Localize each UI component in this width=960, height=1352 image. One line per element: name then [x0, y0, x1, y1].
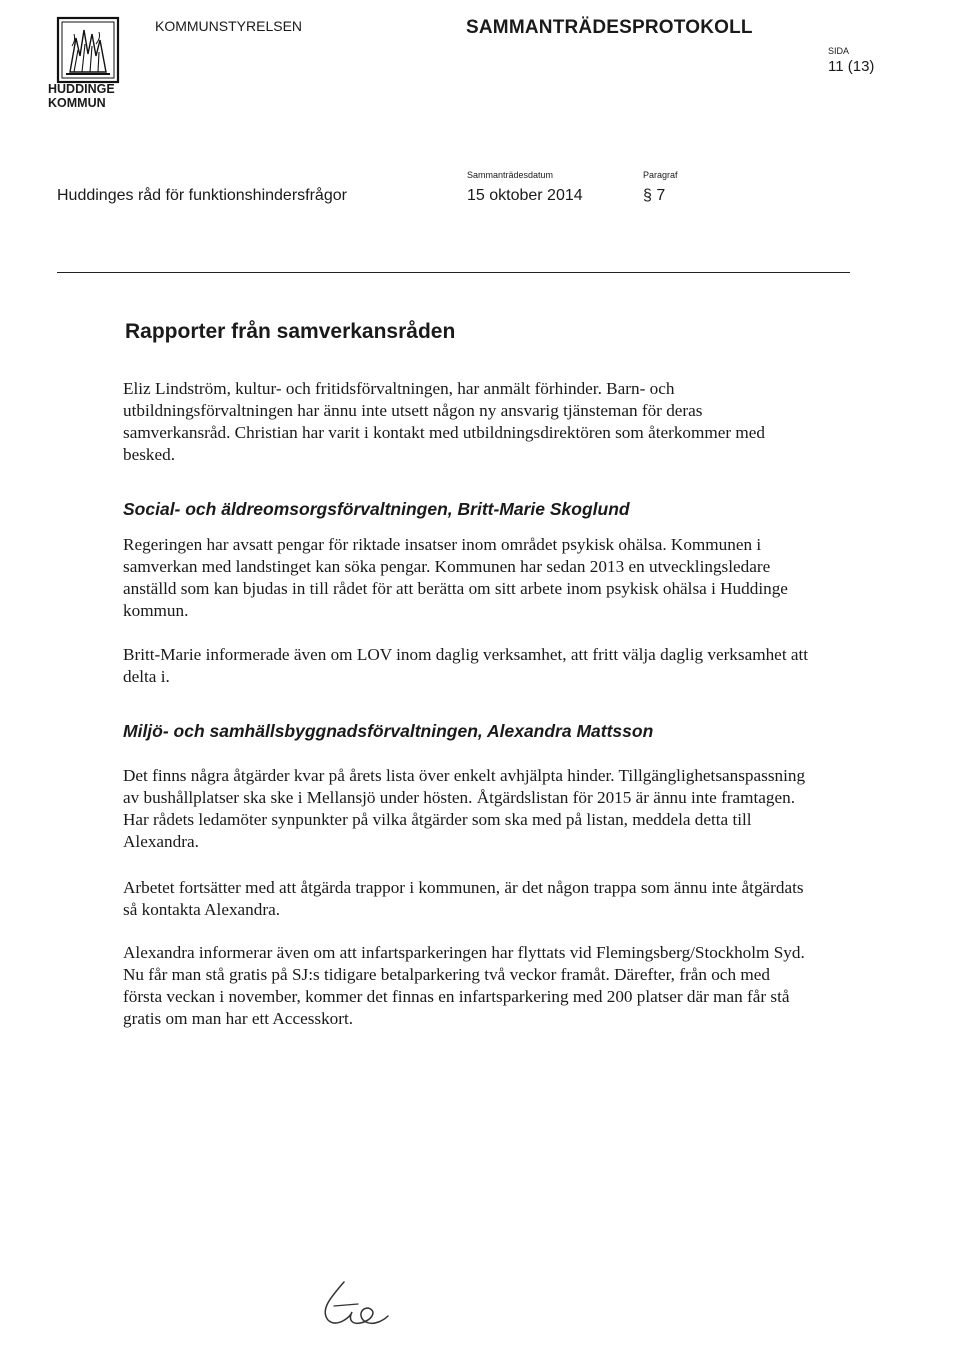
intro-paragraph: Eliz Lindström, kultur- och fritidsförvaltningen, har anmält förhinder. Barn- och utbildningsförvaltningen har ännu inte utsett någon ny ansvarig tjänsteman för deras samverkansråd. Christian har varit i kontakt med utbildningsdirektören som återkommer med besked. — [123, 379, 765, 464]
logo-text-line1: HUDDINGE — [48, 82, 115, 96]
header-divider — [57, 272, 850, 273]
section-paragraph: Arbetet fortsätter med att åtgärda trappor i kommunen, är det någon trappa som ännu inte åtgärdats så kontakta Alexandra. — [123, 878, 804, 919]
section-paragraph: Britt-Marie informerade även om LOV inom daglig verksamhet, att fritt välja daglig verksamhet att delta i. — [123, 645, 809, 686]
section-paragraph: Regeringen har avsatt pengar för riktade insatser inom området psykisk ohälsa. Kommunen i samverkan med landstinget kan söka pengar. Kommunen har sedan 2013 en utvecklingsledare anställd som kan bjudas in till rådet för att berätta om sitt arbete inom psykisk ohälsa i Huddinge kommun. — [123, 535, 788, 620]
paragraph-label: Paragraf — [643, 170, 678, 180]
section-heading-social: Social- och äldreomsorgsförvaltningen, Britt-Marie Skoglund — [123, 499, 630, 519]
section-paragraph: Det finns några åtgärder kvar på årets lista över enkelt avhjälpta hinder. Tillgänglighetsanspassning av bushållplatser ska ske i Mellansjö under hösten. Åtgärdslistan för 2015 är ännu inte framtagen. Har rådets ledamöter synpunkter på vilka åtgärder som ska med på listan, meddela detta till Alexandra. — [123, 766, 806, 851]
page-number: 11 (13) — [828, 58, 875, 75]
section-paragraph: Alexandra informerar även om att infartsparkeringen har flyttats vid Flemingsberg/Stockholm Syd. Nu får man stå gratis på SJ:s tidigare betalparkering två veckor framåt. Därefter, från och med första veckan i november, kommer det finnas en infartsparkering med 200 platser där man får stå gratis om man har ett Accesskort. — [123, 943, 805, 1028]
committee-name: Huddinges råd för funktionshindersfrågor — [57, 187, 347, 204]
meeting-date: 15 oktober 2014 — [467, 187, 583, 204]
logo-text-line2: KOMMUN — [48, 96, 106, 110]
signature-initials — [300, 1268, 400, 1338]
paragraph-number: § 7 — [643, 187, 666, 204]
page-title: Rapporter från samverkansråden — [125, 320, 456, 343]
page-label: SIDA — [828, 46, 850, 56]
meeting-date-label: Sammanträdesdatum — [467, 170, 554, 180]
document-type-title: SAMMANTRÄDESPROTOKOLL — [466, 17, 753, 38]
logo-text — [48, 82, 115, 110]
section-heading-miljo: Miljö- och samhällsbyggnadsförvaltningen, Alexandra Mattsson — [123, 721, 654, 741]
organization-name: KOMMUNSTYRELSEN — [155, 18, 303, 34]
